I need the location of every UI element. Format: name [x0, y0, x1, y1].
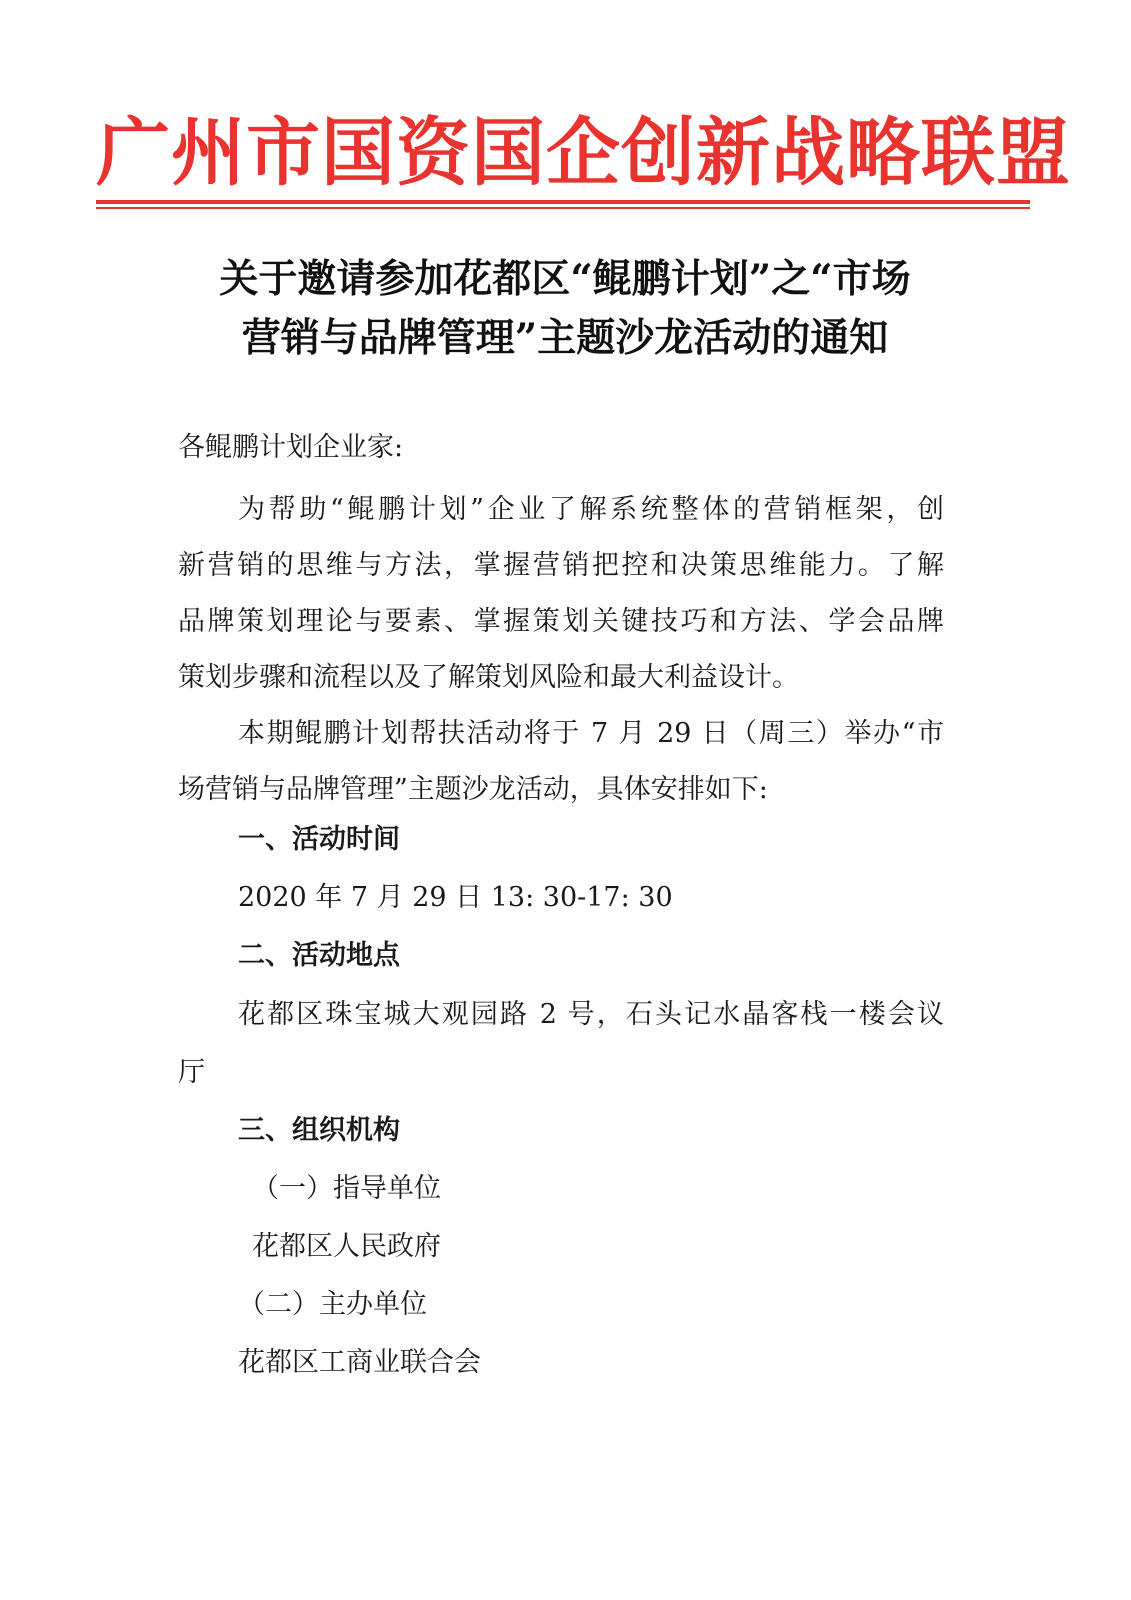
- section-1-content: 2020 年 7 月 29 日 13: 30-17: 30: [238, 882, 673, 913]
- document-title-line-2: 营销与品牌管理”主题沙龙活动的通知: [241, 315, 889, 361]
- section-1-heading: 一、活动时间: [238, 824, 400, 855]
- section-2-content-line-1: 花都区珠宝城大观园路 2 号，石头记水晶客栈一楼会议: [238, 999, 944, 1030]
- document-title-line-1: 关于邀请参加花都区“鲲鹏计划”之“市场: [219, 256, 911, 302]
- section-3-sub-2-value: 花都区工商业联合会: [238, 1347, 481, 1378]
- letterhead-rule-thin: [96, 207, 1030, 209]
- paragraph-2-line-1: 本期鲲鹏计划帮扶活动将于 7 月 29 日（周三）举办“市: [238, 718, 944, 749]
- letterhead-rule-thick: [96, 200, 1030, 204]
- section-3-sub-2-label: （二）主办单位: [238, 1289, 427, 1320]
- paragraph-1-line-1: 为帮助“鲲鹏计划”企业了解系统整体的营销框架，创: [238, 494, 944, 525]
- section-2-content-line-2: 厅: [178, 1057, 205, 1088]
- paragraph-2-line-2: 场营销与品牌管理”主题沙龙活动，具体安排如下:: [178, 774, 768, 805]
- paragraph-1-line-4: 策划步骤和流程以及了解策划风险和最大利益设计。: [178, 662, 799, 693]
- section-3-heading: 三、组织机构: [238, 1115, 400, 1146]
- paragraph-1-line-2: 新营销的思维与方法，掌握营销把控和决策思维能力。了解: [178, 550, 944, 581]
- paragraph-1-line-3: 品牌策划理论与要素、掌握策划关键技巧和方法、学会品牌: [178, 606, 944, 637]
- section-3-sub-1-label: （一）指导单位: [252, 1173, 441, 1204]
- letterhead-title: 广州市国资国企创新战略联盟: [96, 110, 1071, 196]
- section-2-heading: 二、活动地点: [238, 940, 400, 971]
- salutation: 各鲲鹏计划企业家:: [178, 432, 404, 463]
- section-3-sub-1-value: 花都区人民政府: [252, 1231, 441, 1262]
